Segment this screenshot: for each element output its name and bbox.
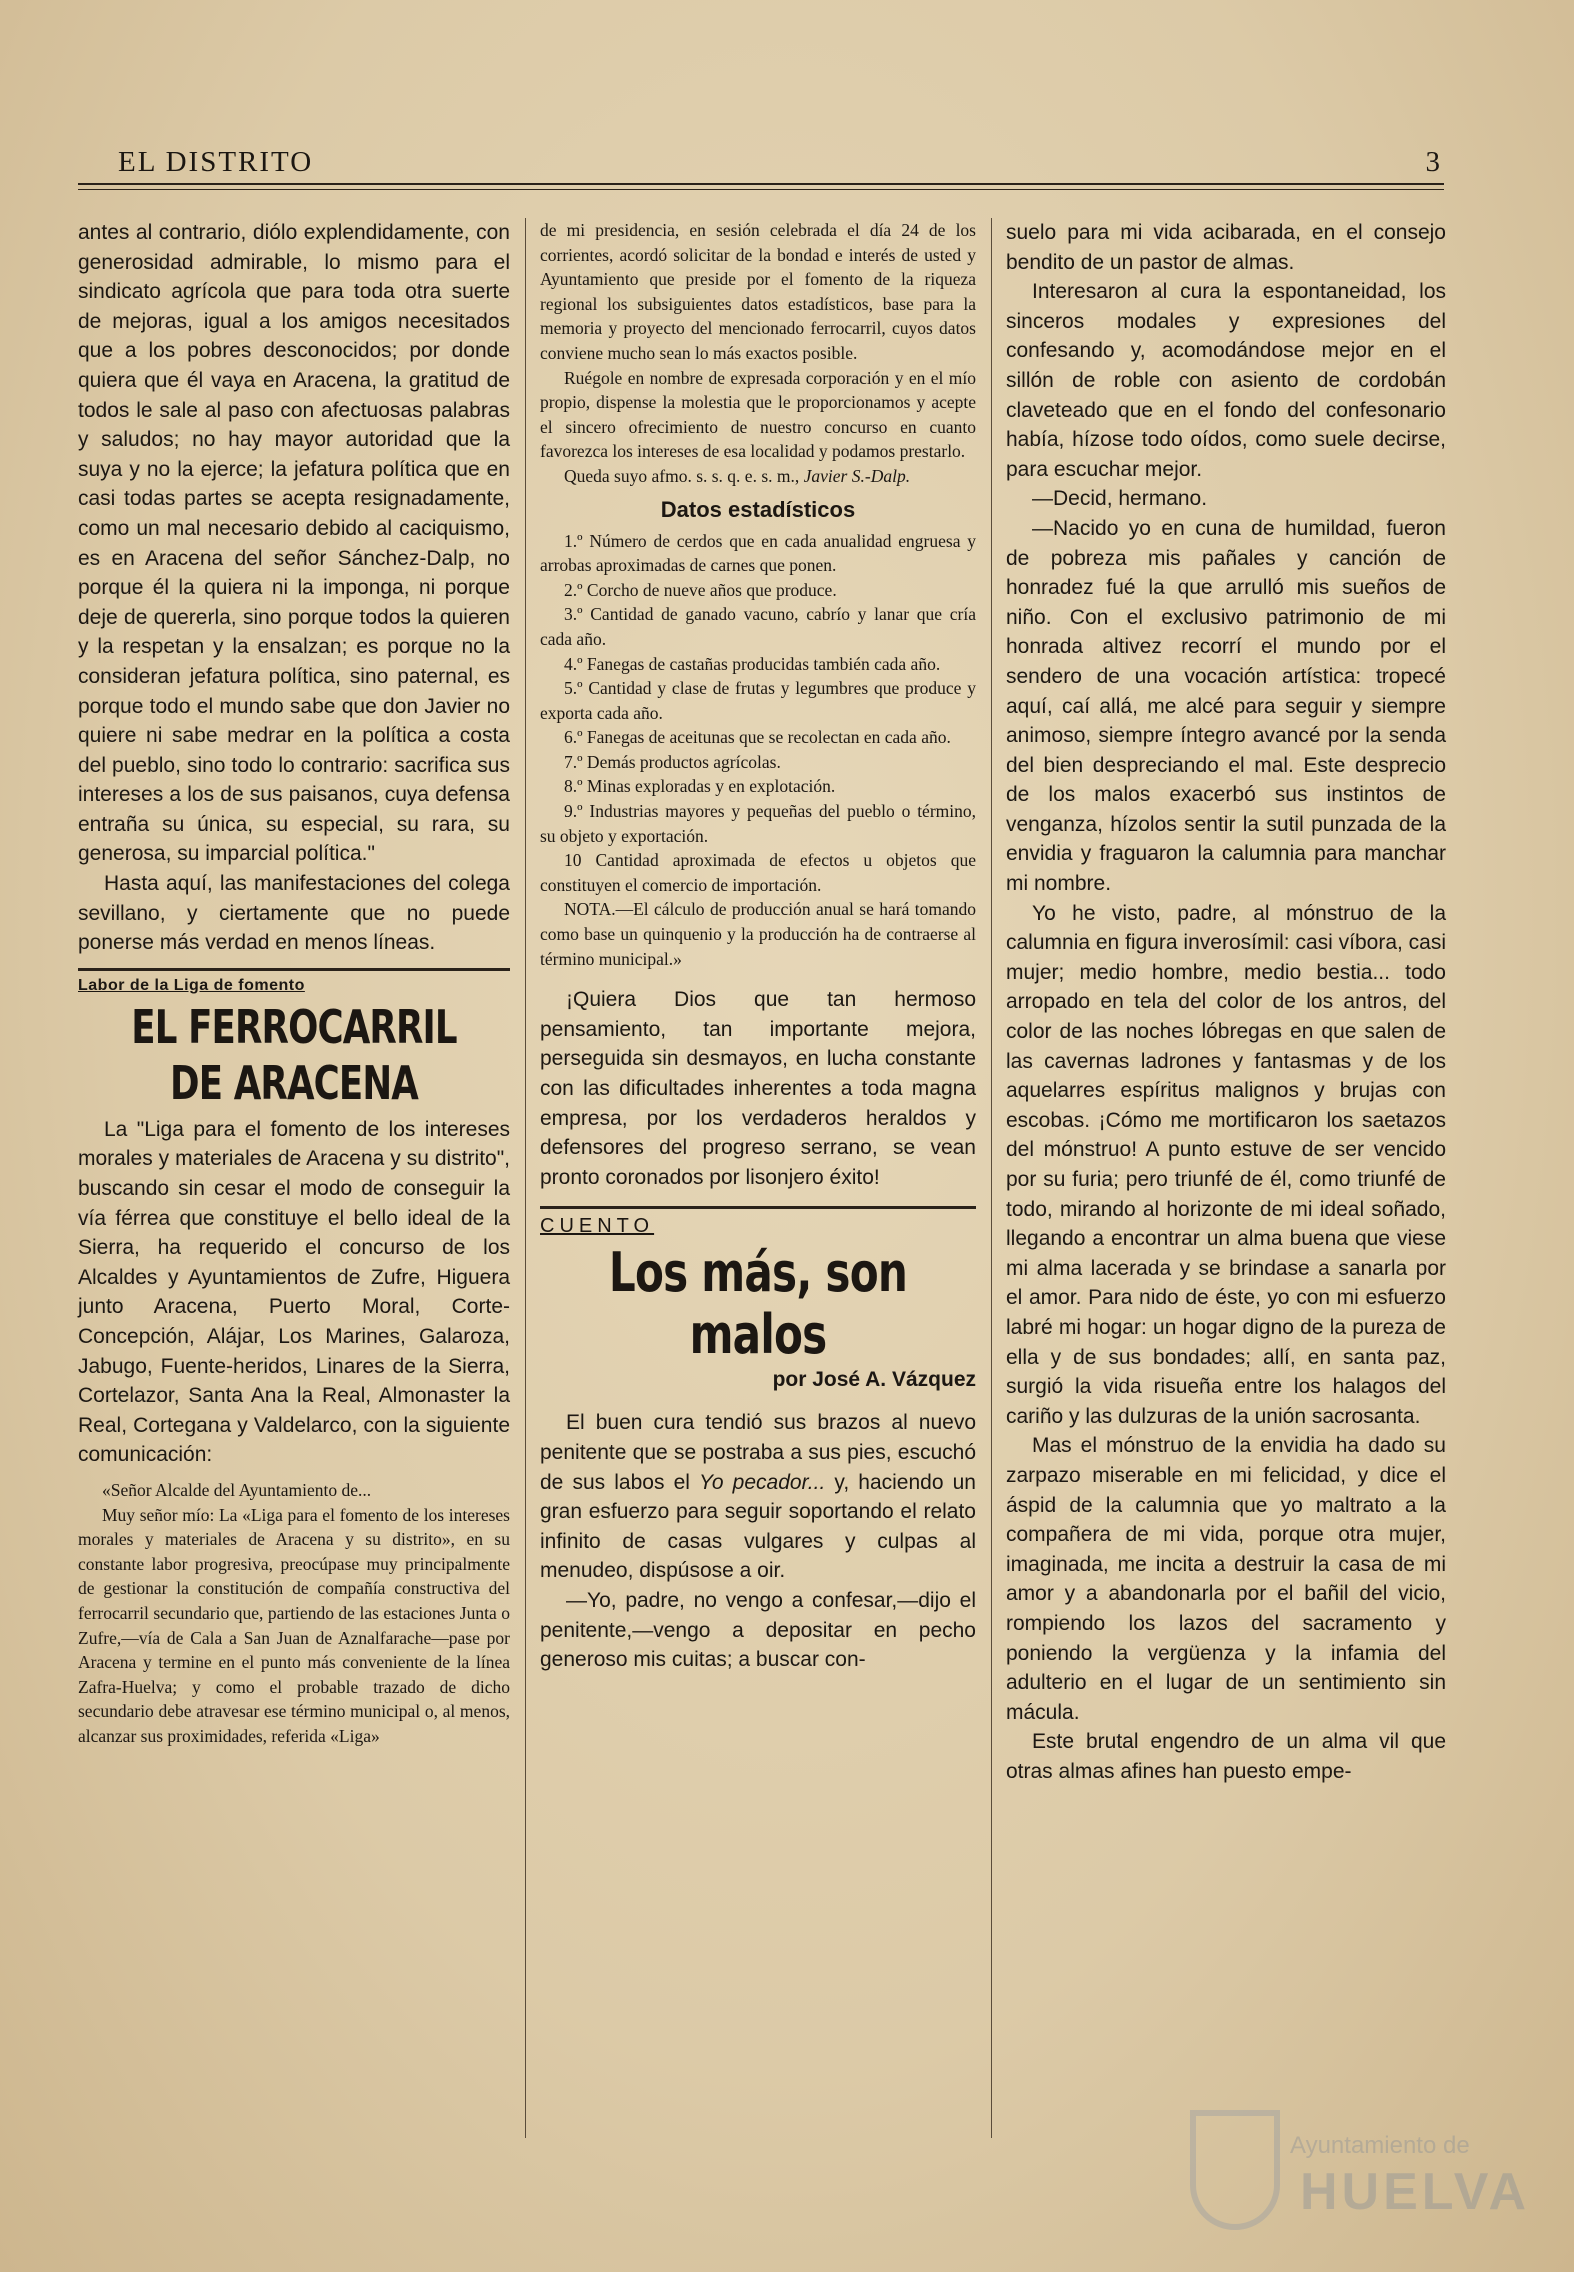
article-headline: EL FERROCARRIL DE ARACENA bbox=[131, 999, 457, 1110]
closing-text: Queda suyo afmo. s. s. q. e. s. m., bbox=[564, 465, 800, 486]
watermark-line1: Ayuntamiento de bbox=[1290, 2132, 1470, 2159]
list-item: 6.º Fanegas de aceitunas que se recolectan en cada año. bbox=[564, 727, 951, 748]
article-closing bbox=[540, 985, 976, 1192]
paragraph: Este brutal engendro de un alma vil que otras almas afines han puesto empe- bbox=[1006, 1730, 1446, 1783]
note: NOTA.—El cálculo de producción anual se hará tomando como base un quinquenio y la producción ha de contraerse al término municipal.» bbox=[540, 899, 976, 969]
paragraph: Yo he visto, padre, al mónstruo de la calumnia en figura inverosímil: casi víbora, casi mujer; medio hombre, medio bestia... todo arropado en tela del color de los antros, del color de las noches lóbregas en que salen de las cavernas ladrones y fantasmas y de los aquelarres espíritus malignos y brujas con escobas. ¡Cómo me mortificaron los saetazos del mónstruo! A punto estuve de ser vencido por su furia; pero triunfé de él, como triunfé de todo, mirando al horizonte de mi ideal soñado, llegando a encontrar un alma buena que viese mi alma lacerada y se brindase a sanarla por el amor. Para nido de éste, yo con mi esfuerzo labré mi hogar: un hogar digno de la pureza de ella y de sus bondades; allí, en santa paz, surgió la vida risueña entre los halagos del cariño y las dulzuras de la unión sacrosanta. bbox=[1006, 901, 1447, 1428]
list-item: 10 Cantidad aproximada de efectos u objetos que constituyen el comercio de importación. bbox=[540, 850, 976, 895]
paragraph: Muy señor mío: La «Liga para el fomento de los intereses morales y materiales de Aracena y su distrito», en su constante labor progresiva, preocúpase muy principalmente de gestionar la constitución de compañía constructiva del ferrocarril secundario que, partiendo de las estaciones Junta o Zufre,—vía de Cala a San Juan de Aznalfarache—pase por Aracena y termine en el punto más conveniente de la línea Zafra-Huelva; y como el probable trazado de dicho secundario debe atravesar ese término municipal o, al menos, alcanzar sus proximidades, referida «Liga» bbox=[78, 1504, 510, 1746]
archive-watermark bbox=[1190, 2110, 1531, 2250]
list-item: 5.º Cantidad y clase de frutas y legumbres que produce y exporta cada año. bbox=[540, 678, 976, 723]
signature: Javier S.-Dalp. bbox=[803, 465, 911, 486]
list-item: 2.º Corcho de nueve años que produce. bbox=[564, 579, 837, 600]
kicker: Labor de la Liga de fomento bbox=[78, 976, 305, 994]
paragraph: —Decid, hermano. bbox=[1032, 487, 1208, 511]
byline: por José A. Vázquez bbox=[772, 1368, 976, 1392]
column-2 bbox=[540, 218, 976, 1675]
list-item: 4.º Fanegas de castañas producidas también cada año. bbox=[564, 653, 941, 674]
paragraph: —Yo, padre, no vengo a confesar,—dijo el penitente,—vengo a depositar en pecho generoso mis cuitas; a buscar con- bbox=[540, 1588, 976, 1672]
list-item: 8.º Minas exploradas y en explotación. bbox=[564, 776, 836, 797]
paragraph: —Nacido yo en cuna de humildad, fueron de pobreza mis pañales y canción de honradez fué la que arrulló mis sueños de niño. Con el exclusivo patrimonio de mi honrada altivez recorrí el mundo por el sendero de una vocación artística: tropecé aquí, caí allá, me alcé para seguir y siempre animoso, siempre íntegro avancé por la senda del bien despreciando el mal. Este desprecio de los malos exacerbó sus instintos de venganza, hízolos sentir la sutil punzada de la envidia y fraguaron la calumnia para manchar mi nombre. bbox=[1006, 516, 1446, 896]
stats-list bbox=[540, 529, 976, 972]
paragraph bbox=[540, 1408, 976, 1586]
list-item: 9.º Industrias mayores y pequeñas del pueblo o término, su objeto y exportación. bbox=[540, 801, 976, 846]
letter-text bbox=[78, 1478, 510, 1749]
paragraph: «Señor Alcalde del Ayuntamiento de... bbox=[102, 1479, 372, 1500]
list-item: 3.º Cantidad de ganado vacuno, cabrío y lanar que cría cada año. bbox=[540, 604, 976, 649]
paragraph: La "Liga para el fomento de los intereses morales y materiales de Aracena y su distrito", buscando sin cesar el modo de conseguir la vía férrea que constituye el bello ideal de la Sierra, ha requerido el concurso de los Alcaldes y Ayuntamientos de Zufre, Higuera junto Aracena, Puerto Moral, Corte-Concepción, Alájar, Los Marines, Galaroza, Jabugo, Fuente-heridos, Linares de la Sierra, Cortelazor, Santa Ana la Real, Almonaster la Real, Cortegana y Valdelarco, con la siguiente comunicación: bbox=[78, 1117, 510, 1467]
header-rule-thin bbox=[78, 189, 1444, 190]
letter-closing bbox=[540, 464, 976, 489]
italic-run: Yo pecador... bbox=[699, 1470, 826, 1494]
column-3 bbox=[1006, 218, 1446, 1786]
article-body bbox=[78, 1115, 510, 1470]
paragraph: antes al contrario, diólo explendidamente, con generosidad admirable, lo mismo para el sindicato agrícola que para toda otra suerte de mejoras, igual a los amigos necesitados que a los pobres desconocidos; por donde quiera que él vaya en Aracena, la gratitud de todos le sale al paso con afectuosas palabras y saludos; no hay mayor autoridad que la suya y no la ejerce; la jefatura política que en casi todas partes se acepta resignadamente, como un mal necesario debido al caciquismo, es en Aracena del señor Sánchez-Dalp, no porque él la quiera ni la imponga, ni porque deje de quererla, sino porque todos la quieren y la respetan y la ensalzan; es porque no la consideran jefatura política, sino paternal, es porque todo el mundo sabe que don Javier no quiere ni sabe medrar en la política a costa del pueblo, sino todo lo contrario: sacrifica sus intereses a los de sus paisanos, cuya defensa entraña su única, su especial, su rara, su generosa, su imparcial política." bbox=[78, 221, 510, 866]
column-1 bbox=[78, 218, 510, 1749]
text-run: El buen cura tendió sus brazos al nuevo penitente que se postraba a sus pies, escuchó de sus labos el bbox=[540, 1411, 976, 1494]
watermark-line2: HUELVA bbox=[1300, 2163, 1531, 2221]
paragraph: Hasta aquí, las manifestaciones del colega sevillano, y ciertamente que no puede ponerse más verdad en menos líneas. bbox=[78, 872, 510, 955]
list-item: 7.º Demás productos agrícolas. bbox=[564, 751, 781, 772]
stats-title: Datos estadísticos bbox=[660, 496, 856, 522]
header-rule bbox=[78, 183, 1444, 185]
list-item: 1.º Número de cerdos que en cada anualidad engruesa y arrobas aproximadas de carnes que ponen. bbox=[540, 530, 976, 576]
page-header bbox=[78, 146, 1444, 176]
story-title: Los más, son malos bbox=[608, 1241, 908, 1367]
letter-text bbox=[540, 218, 976, 489]
paragraph: Mas el mónstruo de la envidia ha dado su zarpazo miserable en mi felicidad, y dice el áspid de la calumnia que yo maltrato a la compañera de mi vida, porque otra mujer, imaginada, me incita a destruir la casa de mi amor y a abandonarla por el bañil del vicio, rompiendo los lazos del sacramento y poniendo la vergüenza y la infamia del adulterio en el lugar de un sentimiento sin mácula. bbox=[1006, 1434, 1446, 1724]
paragraph: ¡Quiera Dios que tan hermoso pensamiento, tan importante mejora, perseguida sin desmayos, en lucha constante con las dificultades inherentes a toda magna empresa, por los verdaderos heraldos y defensores del progreso serrano, se vean pronto coronados por lisonjero éxito! bbox=[540, 988, 976, 1189]
article-continuation bbox=[78, 218, 510, 958]
section-label: CUENTO bbox=[540, 1215, 655, 1238]
text-run: y, haciendo un gran esfuerzo para seguir soportando el relato infinito de casas vulgares y culpas al menudeo, dispúsose a oir. bbox=[540, 1470, 976, 1583]
paragraph: Interesaron al cura la espontaneidad, los sinceros modales y expresiones del confesando y, acomodándose mejor en el sillón de roble con asiento de cordobán claveteado que en el fondo del confesonario había, hízose todo oídos, como suele decirse, para escuchar mejor. bbox=[1006, 280, 1446, 481]
column-divider bbox=[525, 218, 526, 2138]
section-rule bbox=[78, 968, 510, 971]
paragraph: de mi presidencia, en sesión celebrada el día 24 de los corrientes, acordó solicitar de la bondad e interés de usted y Ayuntamiento que preside por el fomento de la riqueza regional los subsiguientes datos estadísticos, base para la memoria y proyecto del mencionado ferrocarril, cuyos datos conviene mucho sean lo más exactos posible. bbox=[540, 220, 976, 363]
newspaper-title: EL DISTRITO bbox=[118, 146, 314, 178]
section-rule bbox=[540, 1206, 976, 1209]
story-body bbox=[540, 1408, 976, 1674]
paragraph: suelo para mi vida acibarada, en el consejo bendito de un pastor de almas. bbox=[1006, 221, 1446, 274]
story-continuation bbox=[1006, 218, 1446, 1786]
shield-icon bbox=[1190, 2110, 1280, 2230]
page-number: 3 bbox=[1425, 146, 1440, 178]
column-divider bbox=[991, 218, 992, 2138]
paragraph: Ruégole en nombre de expresada corporación y en el mío propio, dispense la molestia que le proporcionamos y acepte el sincero ofrecimiento de nuestro concurso en cuanto favorezca los intereses de esa localidad y podamos prestarlo. bbox=[540, 367, 976, 462]
